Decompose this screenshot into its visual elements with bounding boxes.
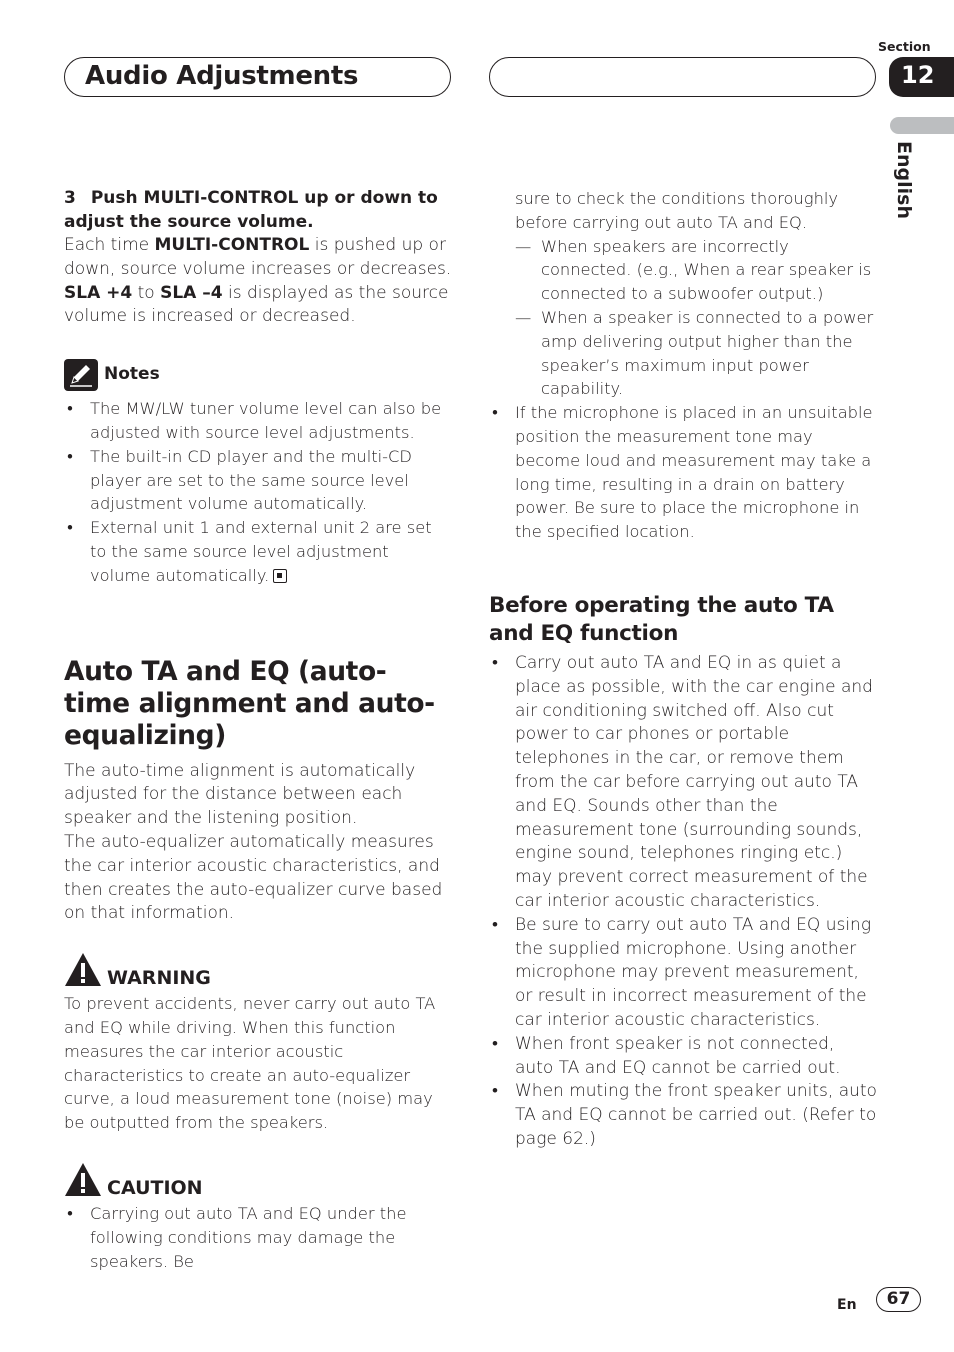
list-item: — When speakers are incorrectly connected. (e.g., When a rear speaker is connected to a subwoofer output.) xyxy=(515,236,872,304)
sla-minus: SLA –4 xyxy=(160,282,223,303)
mic-text: If the microphone is placed in an unsuitable position the measurement tone may become loud and measurement may take a long time, resulting in a drain on battery power. Be sure to place the microphone in the specified location. xyxy=(515,403,873,542)
before-text: When muting the front speaker units, auto TA and EQ cannot be carried out. (Refer to page 62.) xyxy=(515,1081,877,1149)
section-number: 12 xyxy=(901,61,935,89)
step-title: Push MULTI-CONTROL up or down to adjust the source volume. xyxy=(64,188,438,232)
end-mark-icon xyxy=(273,569,287,583)
list-item: — When a speaker is connected to a power amp delivering output higher than the speaker’s maximum input power capability. xyxy=(515,307,874,399)
before-text: Carry out auto TA and EQ in as quiet a place as possible, with the car engine and air conditioning switched off. Also cut power to car phones or portable telephones in the car, or remove them from the car before carrying out auto TA and EQ. Sounds other than the measurement tone (surrounding sounds, engine sound, telephones ringing etc.) may prevent correct measurement of the car interior acoustic characteristics. xyxy=(515,652,873,911)
warning-label: WARNING xyxy=(107,967,211,990)
step-text-2: is pushed up or down, source volume increases or decreases. xyxy=(64,235,452,279)
caution-list xyxy=(64,1202,452,1273)
note-text: External unit 1 and external unit 2 are set to the same source level adjustment volume automatically. xyxy=(90,518,432,585)
list-item: • The built-in CD player and the multi-CD player are set to the same source level adjustment volume automatically. xyxy=(67,446,412,514)
step-heading xyxy=(64,186,452,234)
language-tab-label: English xyxy=(893,141,915,219)
before-text: When front speaker is not connected, auto TA and EQ cannot be carried out. xyxy=(515,1033,841,1078)
before-heading: Before operating the auto TA and EQ function xyxy=(489,592,834,646)
step-text-1: Each time xyxy=(64,235,155,255)
footer-lang: En xyxy=(837,1297,857,1313)
pencil-note-icon xyxy=(64,359,98,391)
condition-text: When speakers are incorrectly connected. (e.g., When a rear speaker is connected to a subwoofer output.) xyxy=(541,236,872,304)
list-item: • The MW/LW tuner volume level can also be adjusted with source level adjustments. xyxy=(67,399,442,442)
caution-continued: sure to check the conditions thoroughly before carrying out auto TA and EQ. xyxy=(515,189,839,232)
section-label: Section xyxy=(878,39,931,54)
auto-ta-heading: Auto TA and EQ (auto-time alignment and auto-equalizing) xyxy=(64,655,435,751)
list-item: • External unit 1 and external unit 2 are set to the same source level adjustment volume automatically. xyxy=(67,518,432,585)
page-number: 67 xyxy=(886,1289,911,1309)
notes-label: Notes xyxy=(104,364,160,385)
sla-plus: SLA +4 xyxy=(64,282,133,303)
auto-ta-paragraph-2: The auto-equalizer automatically measures the car interior acoustic characteristics, and then creates the auto-equalizer curve based on that information. xyxy=(64,831,443,924)
left-column xyxy=(64,186,452,1273)
list-item: • Carry out auto TA and EQ in as quiet a place as possible, with the car engine and air conditioning switched off. Also cut power to car phones or portable telephones in the car, or remove them from the car before carrying out auto TA and EQ. Sounds other than the measurement tone (surrounding sounds, engine sound, telephones ringing etc.) may prevent correct measurement of the car interior acoustic characteristics. xyxy=(492,652,873,911)
notes-list xyxy=(64,397,452,587)
notes-heading xyxy=(64,359,452,391)
page-number-pill xyxy=(876,1287,921,1312)
note-text: The built-in CD player and the multi-CD player are set to the same source level adjustment volume automatically. xyxy=(90,446,412,514)
warning-heading xyxy=(64,952,452,990)
step-multi-control: MULTI-CONTROL xyxy=(154,235,310,255)
step-text-4: is displayed as the source volume is increased or decreased. xyxy=(64,282,449,327)
list-item: • Be sure to carry out auto TA and EQ using the supplied microphone. Using another microphone may prevent measurement, or result in incorrect measurement of the car interior acoustic characteristics. xyxy=(492,914,872,1030)
auto-ta-paragraph-1: The auto-time alignment is automatically adjusted for the distance between each speaker and the listening position. xyxy=(64,760,416,829)
before-text: Be sure to carry out auto TA and EQ using the supplied microphone. Using another microphone may prevent measurement, or result in incorrect measurement of the car interior acoustic characteristics. xyxy=(515,914,872,1030)
header-title-pill xyxy=(64,57,451,97)
step-description xyxy=(64,234,452,329)
warning-text: To prevent accidents, never carry out auto TA and EQ while driving. When this function measures the car interior acoustic characteristics to create an auto-equalizer curve, a loud measurement tone (noise) may be outputted from the speakers. xyxy=(64,994,436,1133)
caution-heading xyxy=(64,1162,452,1200)
caution-label: CAUTION xyxy=(107,1176,203,1199)
step-number: 3 xyxy=(64,188,76,208)
mic-list xyxy=(489,401,877,544)
step-text-3: to xyxy=(132,282,161,303)
list-item: • When muting the front speaker units, auto TA and EQ cannot be carried out. (Refer to page 62.) xyxy=(492,1081,877,1149)
warning-triangle-icon xyxy=(64,952,102,988)
caution-text: Carrying out auto TA and EQ under the following conditions may damage the speakers. Be xyxy=(90,1203,407,1271)
list-item: • If the microphone is placed in an unsuitable position the measurement tone may become loud and measurement may take a long time, resulting in a drain on battery power. Be sure to place the microphone in the specified location. xyxy=(492,403,873,542)
page-title: Audio Adjustments xyxy=(85,61,359,91)
language-tab-bar xyxy=(890,117,954,134)
header-blank-pill xyxy=(489,57,876,97)
section-number-tab xyxy=(889,57,954,97)
list-item: • Carrying out auto TA and EQ under the following conditions may damage the speakers. Be xyxy=(67,1203,407,1271)
note-text: The MW/LW tuner volume level can also be adjusted with source level adjustments. xyxy=(90,399,442,442)
condition-text: When a speaker is connected to a power amp delivering output higher than the speaker’s maximum input power capability. xyxy=(541,307,874,399)
list-item: • When front speaker is not connected, auto TA and EQ cannot be carried out. xyxy=(492,1033,841,1078)
condition-list xyxy=(489,235,877,402)
caution-triangle-icon xyxy=(64,1162,102,1198)
right-column xyxy=(489,187,877,1152)
before-list xyxy=(489,652,877,1152)
